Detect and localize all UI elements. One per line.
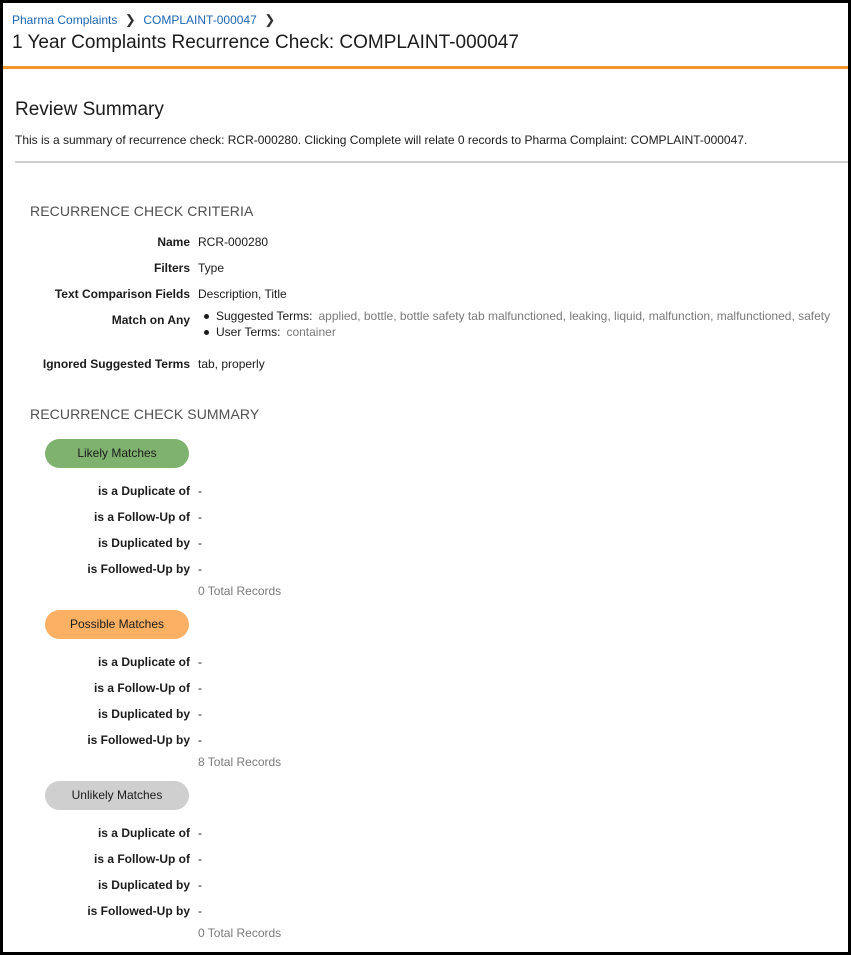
- possible-total-records: 8 Total Records: [198, 755, 282, 769]
- divider: [15, 161, 848, 163]
- breadcrumb-complaint[interactable]: COMPLAINT-000047: [143, 13, 257, 27]
- relation-row: [3, 733, 848, 749]
- relation-label: is a Duplicate of: [97, 655, 190, 669]
- criteria-ignored-row: [3, 357, 848, 373]
- page-header: [3, 3, 848, 69]
- likely-matches-badge: Likely Matches: [45, 439, 189, 468]
- relation-row: [3, 826, 848, 842]
- field-label: Name: [157, 235, 190, 249]
- relation-label: is a Follow-Up of: [94, 510, 190, 524]
- relation-row: [3, 707, 848, 723]
- relation-row: [3, 484, 848, 500]
- relation-value: -: [198, 733, 202, 747]
- relation-row: [3, 878, 848, 894]
- field-value: RCR-000280: [198, 235, 269, 249]
- criteria-heading: RECURRENCE CHECK CRITERIA: [30, 203, 254, 219]
- criteria-filters-row: [3, 261, 848, 277]
- relation-label: is Followed-Up by: [87, 562, 190, 576]
- criteria-text-fields-row: [3, 287, 848, 303]
- match-terms-list: [201, 309, 830, 341]
- relation-value: -: [198, 655, 202, 669]
- chevron-right-icon: ❯: [264, 12, 276, 27]
- field-label: Text Comparison Fields: [54, 287, 190, 301]
- relation-label: is a Follow-Up of: [94, 681, 190, 695]
- relation-value: -: [198, 536, 202, 550]
- review-summary-title: Review Summary: [15, 99, 164, 120]
- user-terms-label: User Terms:: [216, 325, 281, 339]
- field-label: Ignored Suggested Terms: [42, 357, 190, 371]
- field-value: Description, Title: [198, 287, 287, 301]
- relation-label: is a Follow-Up of: [94, 852, 190, 866]
- chevron-right-icon: ❯: [124, 12, 136, 27]
- relation-row: [3, 536, 848, 552]
- relation-label: is Duplicated by: [97, 878, 190, 892]
- relation-row: [3, 562, 848, 578]
- relation-row: [3, 681, 848, 697]
- unlikely-total-records: 0 Total Records: [198, 926, 282, 940]
- relation-value: -: [198, 681, 202, 695]
- field-label: Filters: [153, 261, 190, 275]
- relation-value: -: [198, 510, 202, 524]
- review-summary-description: This is a summary of recurrence check: RCR-000280. Clicking Complete will relate 0 records to Pharma Complaint: COMPLAINT-000047.: [15, 133, 748, 147]
- field-value: tab, properly: [198, 357, 265, 371]
- relation-value: -: [198, 826, 202, 840]
- relation-label: is Duplicated by: [97, 707, 190, 721]
- breadcrumb-pharma-complaints[interactable]: Pharma Complaints: [12, 13, 118, 27]
- list-item: [201, 325, 830, 341]
- relation-value: -: [198, 484, 202, 498]
- summary-heading: RECURRENCE CHECK SUMMARY: [30, 406, 260, 422]
- relation-label: is Duplicated by: [97, 536, 190, 550]
- relation-value: -: [198, 904, 202, 918]
- suggested-terms-value: applied, bottle, bottle safety tab malfunctioned, leaking, liquid, malfunction, malfunctioned, safety: [318, 309, 831, 323]
- relation-label: is Followed-Up by: [87, 733, 190, 747]
- relation-label: is a Duplicate of: [97, 484, 190, 498]
- possible-matches-badge: Possible Matches: [45, 610, 189, 639]
- relation-label: is a Duplicate of: [97, 826, 190, 840]
- relation-value: -: [198, 878, 202, 892]
- relation-row: [3, 852, 848, 868]
- relation-row: [3, 655, 848, 671]
- relation-row: [3, 904, 848, 920]
- field-label: Match on Any: [111, 313, 190, 327]
- relation-value: -: [198, 562, 202, 576]
- relation-value: -: [198, 852, 202, 866]
- relation-label: is Followed-Up by: [87, 904, 190, 918]
- likely-total-records: 0 Total Records: [198, 584, 282, 598]
- page-title: 1 Year Complaints Recurrence Check: COMPLAINT-000047: [12, 32, 519, 53]
- relation-row: [3, 510, 848, 526]
- breadcrumb: [12, 12, 283, 28]
- user-terms-value: container: [286, 325, 336, 339]
- suggested-terms-label: Suggested Terms:: [216, 309, 313, 323]
- list-item: [201, 309, 830, 325]
- relation-value: -: [198, 707, 202, 721]
- field-value: Type: [198, 261, 225, 275]
- criteria-name-row: [3, 235, 848, 251]
- unlikely-matches-badge: Unlikely Matches: [45, 781, 189, 810]
